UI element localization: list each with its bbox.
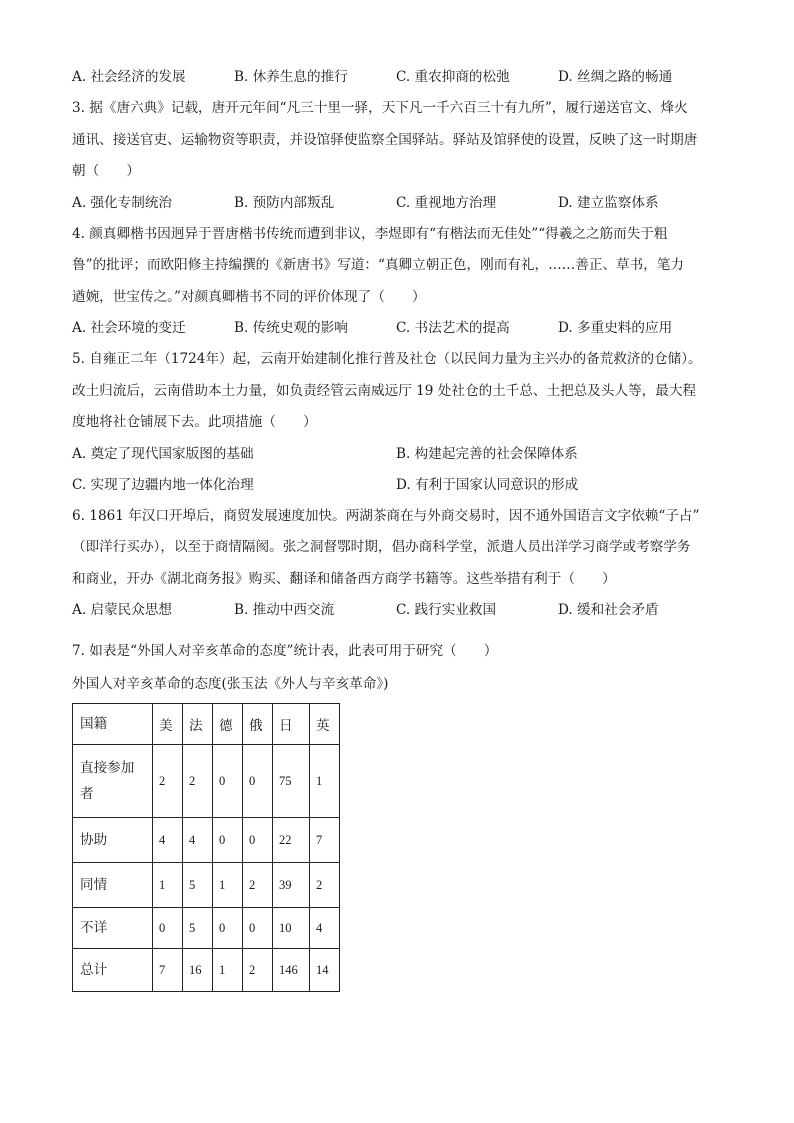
q6-option-c[interactable]: C. 践行实业救国 [396, 602, 497, 618]
table-cell: 2 [243, 863, 273, 908]
q4-option-d[interactable]: D. 多重史料的应用 [558, 320, 673, 336]
q6-stem-line-2: （即洋行买办），以至于商情隔阂。张之洞督鄂时期，倡办商科学堂，派遣人员出洋学习商学或考察学务 [72, 539, 691, 555]
table-row-label: 总计 [73, 949, 153, 992]
q4-option-b[interactable]: B. 传统史观的影响 [234, 320, 348, 336]
table-cell: 16 [183, 949, 213, 992]
table-row [73, 949, 340, 992]
q2-option-d[interactable]: D. 丝绸之路的畅通 [558, 69, 673, 85]
table-cell: 0 [153, 908, 183, 949]
q5-options-row-2 [72, 470, 722, 501]
q5-options-row-1 [72, 439, 722, 470]
question-7 [72, 636, 722, 992]
question-3 [72, 93, 722, 219]
q3-options [72, 188, 722, 219]
table-cell: 4 [153, 818, 183, 863]
q4-option-a[interactable]: A. 社会环境的变迁 [72, 320, 186, 336]
table-header-cell: 国籍 [73, 704, 153, 745]
table-cell: 4 [310, 908, 340, 949]
table-cell: 1 [153, 863, 183, 908]
table-row-label: 同情 [73, 863, 153, 908]
q3-option-a[interactable]: A. 强化专制统治 [72, 194, 173, 211]
exam-page [72, 62, 722, 992]
q5-stem-line-2: 改土归流后，云南借助本土力量，如负责经管云南威远厅 19 处社仓的土千总、土把总及头人等，最大程 [72, 382, 697, 399]
table-row [73, 863, 340, 908]
question-4 [72, 219, 722, 345]
table-header-cell: 英 [310, 704, 340, 745]
q3-stem-line-1: 3. 据《唐六典》记载，唐开元年间“凡三十里一驿，天下凡一千六百三十有九所”，履行递送官文、烽火 [72, 100, 688, 116]
q5-option-b[interactable]: B. 构建起完善的社会保障体系 [396, 445, 578, 462]
table-header-cell: 德 [213, 704, 243, 745]
table-cell: 146 [273, 949, 310, 992]
q4-option-c[interactable]: C. 书法艺术的提高 [396, 320, 510, 336]
q3-option-d[interactable]: D. 建立监察体系 [558, 194, 659, 211]
table-header-row [73, 704, 340, 745]
table-cell: 2 [183, 745, 213, 818]
q6-stem-line-3: 和商业，开办《湖北商务报》购买、翻译和储备西方商学书籍等。这些举措有利于（ ） [72, 570, 616, 587]
table-cell: 1 [213, 949, 243, 992]
q2-option-a[interactable]: A. 社会经济的发展 [72, 69, 186, 85]
table-cell: 1 [213, 863, 243, 908]
q4-stem-line-1: 4. 颜真卿楷书因迥异于晋唐楷书传统而遭到非议，李煜即有“有楷法而无佳处”“得羲之之筋而失于粗 [72, 225, 668, 242]
q4-options [72, 313, 722, 344]
table-cell: 0 [213, 818, 243, 863]
q6-options [72, 595, 722, 626]
table-cell: 0 [243, 908, 273, 949]
table-cell: 0 [213, 745, 243, 818]
table-cell: 2 [153, 745, 183, 818]
table-cell: 22 [273, 818, 310, 863]
table-row [73, 818, 340, 863]
q6-option-a[interactable]: A. 启蒙民众思想 [72, 602, 173, 618]
table-row-label: 不详 [73, 908, 153, 949]
q4-stem-line-3: 遒婉，世宝传之。”对颜真卿楷书不同的评价体现了（ ） [72, 288, 426, 305]
q5-stem-line-3: 度地将社仓铺展下去。此项措施（ ） [72, 414, 317, 430]
q3-stem-line-3: 朝（ ） [72, 163, 140, 179]
q3-option-b[interactable]: B. 预防内部叛乱 [234, 194, 335, 211]
table-cell: 5 [183, 863, 213, 908]
table-caption: 外国人对辛亥革命的态度(张玉法《外人与辛亥革命》) [72, 676, 389, 692]
q2-option-c[interactable]: C. 重农抑商的松弛 [396, 69, 510, 85]
q6-stem-line-1: 6. 1861 年汉口开埠后，商贸发展速度加快。两湖茶商在与外商交易时，因不通外国语言文字依赖“子占” [72, 507, 700, 524]
table-header-cell: 日 [273, 704, 310, 745]
table-cell: 5 [183, 908, 213, 949]
table-cell: 7 [153, 949, 183, 992]
q5-option-c[interactable]: C. 实现了边疆内地一体化治理 [72, 476, 254, 493]
q5-stem-line-1: 5. 自雍正二年（1724年）起，云南开始建制化推行普及社仓（以民间力量为主兴办的备荒救济的仓储）。 [72, 351, 702, 367]
q5-option-a[interactable]: A. 奠定了现代国家版图的基础 [72, 445, 254, 462]
table-cell: 2 [310, 863, 340, 908]
table-cell: 0 [243, 818, 273, 863]
table-row-label: 直接参加者 [73, 745, 153, 818]
table-cell: 7 [310, 818, 340, 863]
question-5 [72, 344, 722, 501]
q7-stem: 7. 如表是“外国人对辛亥革命的态度”统计表，此表可用于研究（ ） [72, 643, 498, 659]
table-row [73, 745, 340, 818]
table-cell: 39 [273, 863, 310, 908]
q3-option-c[interactable]: C. 重视地方治理 [396, 194, 497, 211]
question-6 [72, 501, 722, 627]
table-header-cell: 法 [183, 704, 213, 745]
attitude-table [72, 703, 340, 992]
table-cell: 0 [213, 908, 243, 949]
table-cell: 2 [243, 949, 273, 992]
table-cell: 1 [310, 745, 340, 818]
q6-option-d[interactable]: D. 缓和社会矛盾 [558, 602, 659, 618]
q3-stem-line-2: 通讯、接送官吏、运输物资等职责，并设馆驿使监察全国驿站。驿站及馆驿使的设置，反映了这一时期唐 [72, 131, 698, 148]
q6-option-b[interactable]: B. 推动中西交流 [234, 602, 335, 618]
q2-option-b[interactable]: B. 休养生息的推行 [234, 69, 348, 85]
table-header-cell: 俄 [243, 704, 273, 745]
table-cell: 4 [183, 818, 213, 863]
table-header-cell: 美 [153, 704, 183, 745]
table-cell: 14 [310, 949, 340, 992]
q4-stem-line-2: 鲁”的批评；而欧阳修主持编撰的《新唐书》写道：“真卿立朝正色，刚而有礼，……善正、草书，笔力 [72, 257, 685, 273]
table-row [73, 908, 340, 949]
table-row-label: 协助 [73, 818, 153, 863]
table-cell: 10 [273, 908, 310, 949]
table-cell: 0 [243, 745, 273, 818]
table-cell: 75 [273, 745, 310, 818]
q5-option-d[interactable]: D. 有利于国家认同意识的形成 [396, 476, 579, 493]
q2-options [72, 62, 722, 93]
